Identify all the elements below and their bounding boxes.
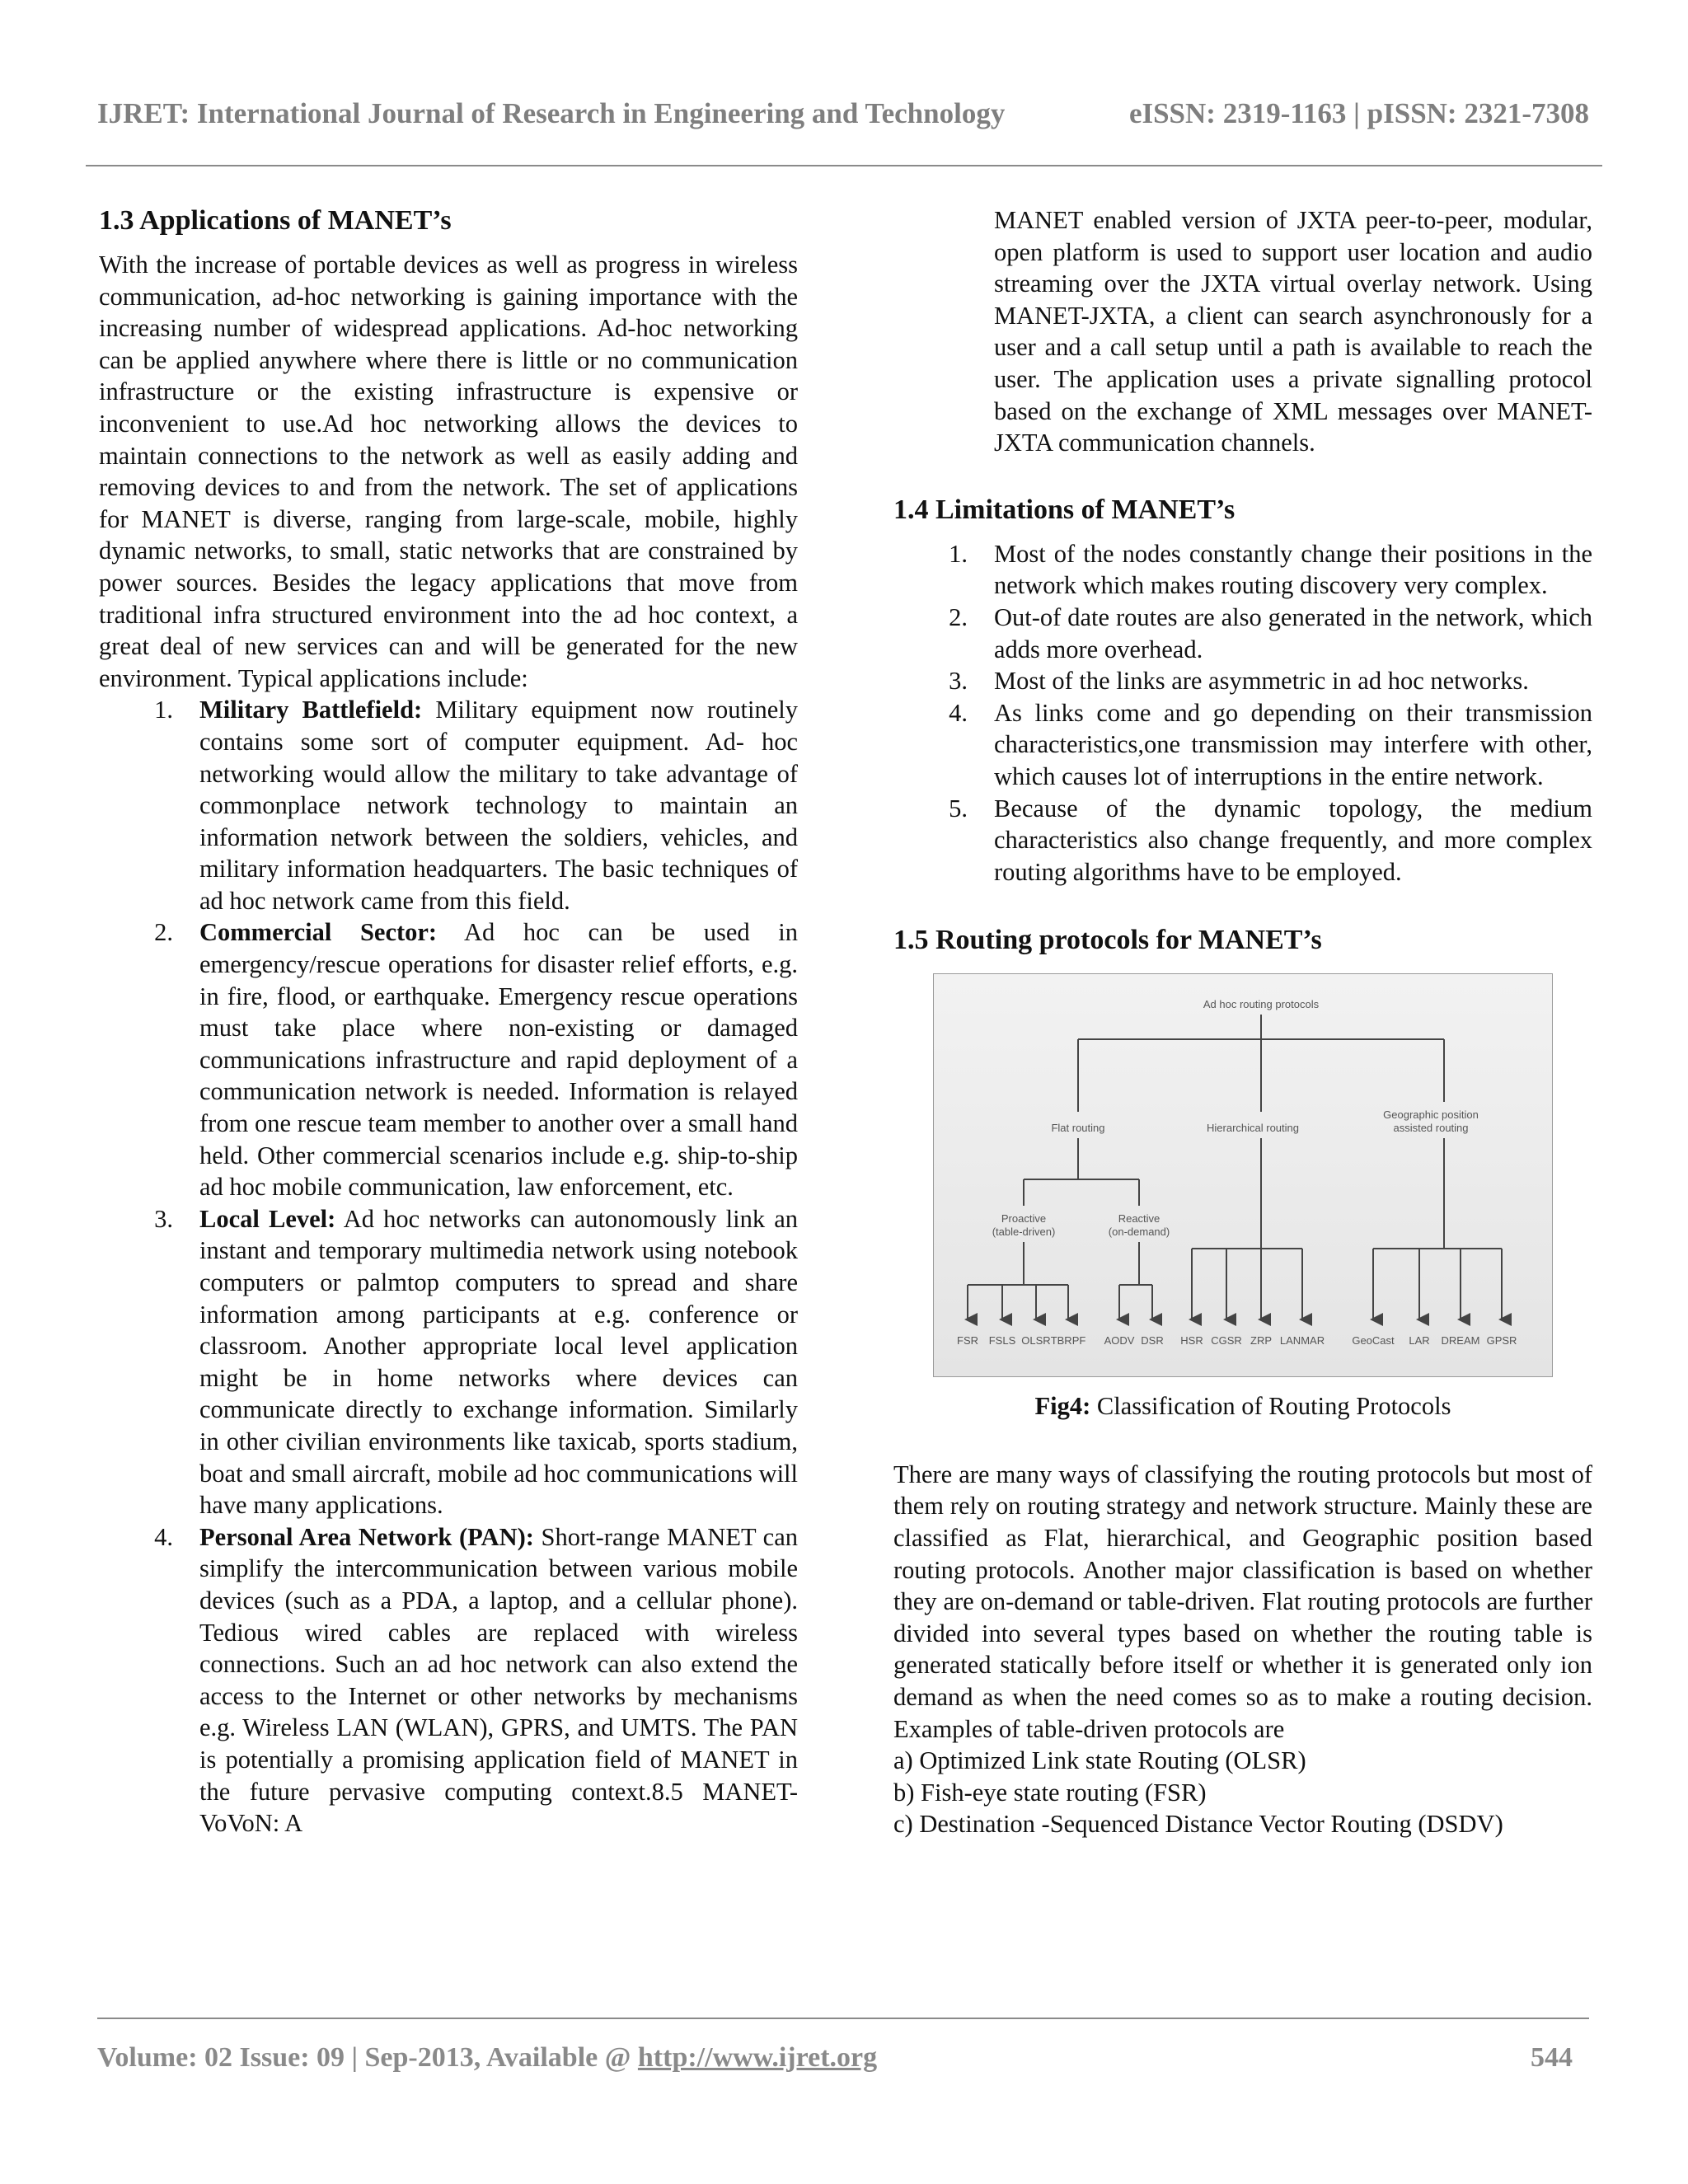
page-number: 544 — [1531, 2042, 1573, 2073]
limitations-list — [893, 538, 1592, 888]
list-item: 3. Most of the links are asymmetric in ad hoc networks. — [949, 667, 1529, 696]
item-term: Commercial Sector: — [199, 918, 438, 947]
item-term: Local Level: — [199, 1204, 336, 1233]
example-item: a) Optimized Link state Routing (OLSR) — [893, 1746, 1306, 1775]
list-item: 3. Local Level: Ad hoc networks can autonomously link an instant and temporary multimedia network using notebook computers or palmtop computers to spread and share information among participants at e.g. conference or classroom. Another appropriate local level application might be in home networks where devices can communicate directly to exchange information. Similarly in other civilian environments like taxicab, sports stadium, boat and small aircraft, mobile ad hoc communications will have many applications. — [154, 1204, 798, 1520]
routing-body-paragraph: There are many ways of classifying the routing protocols but most of them rely on routing strategy and network structure. Mainly these are classified as Flat, hierarchical, and Geographic position based routing protocols. Another major classification is based on whether they are on-demand or table-driven. Flat routing protocols are further divided into several types based on whether the routing table is generated statically before itself or whether it is generated only ion demand as when the need comes so as to make a routing decision. Examples of table-driven protocols are — [893, 1460, 1592, 1743]
node-proactive-line1: Proactive — [1001, 1212, 1047, 1226]
right-column — [893, 204, 1592, 1840]
node-reactive-line1: Reactive — [1118, 1212, 1160, 1226]
node-geo-line1: Geographic position — [1383, 1108, 1479, 1122]
leaf-fsls: FSLS — [988, 1334, 1016, 1347]
leaf-hsr: HSR — [1180, 1334, 1203, 1347]
list-item: 4. As links come and go depending on their transmission characteristics,one transmission may interfere with other, which causes lot of interruptions in the entire network. — [949, 698, 1592, 790]
list-item: 2. Out-of date routes are also generated in the network, which adds more overhead. — [949, 602, 1592, 663]
figure-caption — [893, 1390, 1592, 1422]
header-rule — [86, 165, 1602, 166]
applications-list — [99, 694, 798, 1839]
section-heading-applications: 1.3 Applications of MANET’s — [99, 205, 452, 236]
section-heading-routing: 1.5 Routing protocols for MANET’s — [893, 925, 1322, 956]
leaf-zrp: ZRP — [1250, 1334, 1272, 1347]
list-item: 2. Commercial Sector: Ad hoc can be used in emergency/rescue operations for disaster relief efforts, e.g. in fire, flood, or earthquake. Emergency rescue operations must take place where non-existing or damaged communications infrastructure and rapid deployment of a communication network is needed. Information is relayed from one rescue team member to another over a small hand held. Other commercial scenarios include e.g. ship-to-ship ad hoc mobile communication, law enforcement, etc. — [154, 918, 798, 1202]
leaf-lanmar: LANMAR — [1279, 1334, 1325, 1347]
journal-link[interactable]: http://www.ijret.org — [637, 2042, 878, 2073]
example-item: c) Destination -Sequenced Distance Vector Routing (DSDV) — [893, 1810, 1503, 1839]
leaf-lar: LAR — [1409, 1334, 1430, 1347]
leaf-tbrpf: TBRPF — [1050, 1334, 1086, 1347]
leaf-geocast: GeoCast — [1352, 1334, 1395, 1347]
list-item: 4. Personal Area Network (PAN): Short-range MANET can simplify the intercommunication between various mobile devices (such as a PDA, a laptop, and a cellular phone). Tedious wired cables are replaced with wireless connections. Such an ad hoc network can also extend the access to the Internet or other networks by mechanisms e.g. Wireless LAN (WLAN), GPRS, and UMTS. The PAN is potentially a promising application field of MANET in the future pervasive computing context.8.5 MANET-VoVoN: A — [154, 1522, 798, 1838]
section-heading-limitations: 1.4 Limitations of MANET’s — [893, 494, 1236, 525]
leaf-cgsr: CGSR — [1211, 1334, 1242, 1347]
continuation-paragraph: MANET enabled version of JXTA peer-to-peer, modular, open platform is used to support user location and audio streaming over the JXTA virtual overlay network. Using MANET-JXTA, a client can search asynchronously for a user and a call setup until a path is available to reach the user. The application uses a private signalling protocol based on the exchange of XML messages over MANET-JXTA communication channels. — [994, 206, 1592, 457]
node-reactive-line2: (on-demand) — [1108, 1226, 1170, 1239]
leaf-dream: DREAM — [1441, 1334, 1480, 1347]
leaf-gpsr: GPSR — [1486, 1334, 1517, 1347]
left-column — [99, 204, 798, 1840]
routing-classification-figure — [933, 973, 1553, 1377]
routing-tree-diagram — [933, 973, 1553, 1377]
footer-rule — [97, 2018, 1589, 2019]
journal-title: IJRET: International Journal of Research in Engineering and Technology — [97, 97, 1006, 129]
caption-label: Fig4: — [1034, 1392, 1091, 1421]
node-flat: Flat routing — [1051, 1122, 1105, 1135]
issn-numbers: eISSN: 2319-1163 | pISSN: 2321-7308 — [1128, 97, 1589, 129]
list-item: 5. Because of the dynamic topology, the medium characteristics also change frequently, and more complex routing algorithms have to be employed. — [949, 794, 1592, 886]
node-proactive-line2: (table-driven) — [992, 1226, 1056, 1239]
running-header — [97, 97, 1589, 138]
node-hierarchical: Hierarchical routing — [1207, 1122, 1299, 1135]
applications-intro: With the increase of portable devices as well as progress in wireless communication, ad-hoc networking is gaining importance with the increasing number of widespread applications. Ad-hoc networking can be applied anywhere where there is little or no communication infrastructure or the existing infrastructure is expensive or inconvenient to use.Ad hoc networking allows the devices to maintain connections to the network as well as easily adding and removing devices to and from the network. The set of applications for MANET is diverse, ranging from large-scale, mobile, highly dynamic networks, to small, static networks that are constrained by power sources. Besides the legacy applications that move from traditional infra structured environment into the ad hoc context, a great deal of new services can and will be generated for the new environment. Typical applications include: — [99, 251, 798, 692]
item-term: Military Battlefield: — [199, 696, 423, 724]
leaf-fsr: FSR — [957, 1334, 978, 1347]
list-item: 1. Most of the nodes constantly change their positions in the network which makes routing discovery very complex. — [949, 539, 1592, 600]
example-item: b) Fish-eye state routing (FSR) — [893, 1778, 1207, 1807]
leaf-olsr: OLSR — [1021, 1334, 1051, 1347]
node-geo-line2: assisted routing — [1393, 1122, 1469, 1135]
caption-text: Classification of Routing Protocols — [1090, 1392, 1451, 1421]
list-item: 1. Military Battlefield: Military equipment now routinely contains some sort of computer equipment. Ad- hoc networking would allow the military to take advantage of commonplace network technology to maintain an information network between the soldiers, vehicles, and military information headquarters. The basic techniques of ad hoc network came from this field. — [154, 696, 798, 915]
item-term: Personal Area Network (PAN): — [199, 1522, 534, 1551]
leaf-dsr: DSR — [1141, 1334, 1164, 1347]
running-footer — [97, 2042, 1573, 2083]
leaf-aodv: AODV — [1104, 1334, 1135, 1347]
volume-info: Volume: 02 Issue: 09 | Sep-2013, Available @ http://www.ijret.org — [97, 2042, 878, 2073]
node-root: Ad hoc routing protocols — [1203, 998, 1320, 1011]
